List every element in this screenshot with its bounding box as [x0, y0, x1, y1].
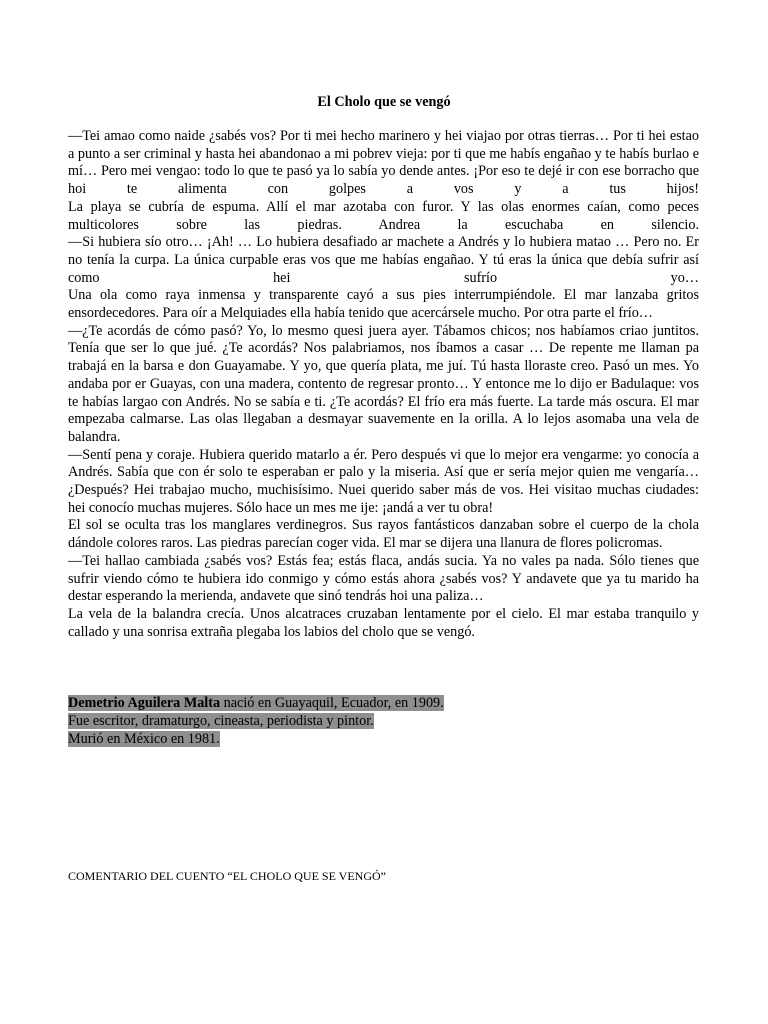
- bio-birth-text: nació en Guayaquil, Ecuador, en 1909.: [220, 695, 444, 711]
- story-title: El Cholo que se vengó: [317, 94, 451, 110]
- paragraph: La playa se cubría de espuma. Allí el mar azotaba con furor. Y las olas enormes caían, como peces multicolores sobre las piedras. Andrea la escuchaba en silencio.: [68, 198, 699, 233]
- paragraph: —Tei amao como naide ¿sabés vos? Por ti mei hecho marinero y hei viajao por otras tierras… Por ti hei estao a punto a ser criminal y hasta hei abandonao a mi pobrev vieja: por ti que me habís engañao y te habís burlao e mí… Pero mei vengao: todo lo que te pasó ya lo sabía yo dende antes. ¡Por eso te dejé ir con ese borracho que hoi te alimenta con golpes a vos y a tus hijos!: [68, 128, 699, 198]
- paragraph: El sol se oculta tras los manglares verdinegros. Sus rayos fantásticos danzaban sobre el cuerpo de la chola dándole colores raros. Las piedras parecían coger vida. El mar se dijera una llanura de flores policromas.: [68, 517, 699, 552]
- paragraph: —Tei hallao cambiada ¿sabés vos? Estás fea; estás flaca, andás sucia. Ya no vales pa nada. Sólo tienes que sufrir viendo cómo te hubiera ido conmigo y cómo estás ahora ¿sabés vos? Y andavete que ya tu marido ha destar esperando la merienda, andavete que sinó tendrás hoi una paliza…: [68, 552, 699, 605]
- paragraph: Una ola como raya inmensa y transparente cayó a sus pies interrumpiéndole. El mar lanzaba gritos ensordecedores. Para oír a Melquiades ella había tenido que acercársele mucho. Por otra parte el frío…: [68, 287, 699, 322]
- story-body: [68, 128, 699, 641]
- paragraph: La vela de la balandra crecía. Unos alcatraces cruzaban lentamente por el cielo. El mar estaba tranquilo y callado y una sonrisa extraña plegaba los labios del cholo que se vengó.: [68, 605, 699, 640]
- bio-line-2: [68, 712, 444, 730]
- bio-line-1: [68, 694, 444, 712]
- author-bio: [68, 694, 444, 748]
- bio-line-3: [68, 730, 444, 748]
- comment-heading: COMENTARIO DEL CUENTO “EL CHOLO QUE SE VENGÓ”: [68, 869, 387, 883]
- paragraph: —Si hubiera sío otro… ¡Ah! … Lo hubiera desafiado ar machete a Andrés y lo hubiera matao … Pero no. Er no tenía la curpa. La única curpable eras vos que me habías engañao. Y tú eras la única que debía sufrir así como hei sufrío yo…: [68, 234, 699, 286]
- bio-profession-text: Fue escritor, dramaturgo, cineasta, periodista y pintor.: [68, 713, 374, 729]
- paragraph: —Sentí pena y coraje. Hubiera querido matarlo a ér. Pero después vi que lo mejor era vengarme: yo conocía a Andrés. Sabía que con ér solo te esperaban er palo y la miseria. Así que er sería mejor quien me vengaría… ¿Después? Hei trabajao mucho, muchisísimo. Nuei querido saber más de vos. Hei visitao muchas ciudades: hei conocío muchas mujeres. Sólo hace un mes me ije: ¡andá a ver tu obra!: [68, 446, 699, 516]
- author-name: Demetrio Aguilera Malta: [68, 695, 221, 711]
- paragraph: —¿Te acordás de cómo pasó? Yo, lo mesmo quesi juera ayer. Tábamos chicos; nos habíamos criao juntitos. Tenía que ser lo que jué. ¿Te acordás? Nos palabriamos, nos íbamos a casar … De repente me llaman pa trabajá en la barsa e don Guayamabe. Y yo, que quería plata, me juí. Tú hasta lloraste creo. Pasó un mes. Yo andaba por er Guayas, con una madera, contento de regresar pronto… Y entonce me lo dijo er Badulaque: vos te habías largao con Andrés. No se sabía e ti. ¿Te acordás? El frío era más fuerte. La tarde más oscura. El mar empezaba calmarse. Las olas llegaban a desmayar suavemente en la orilla. A lo lejos asomaba una vela de balandra.: [68, 322, 699, 445]
- bio-death-text: Murió en México en 1981.: [68, 731, 220, 747]
